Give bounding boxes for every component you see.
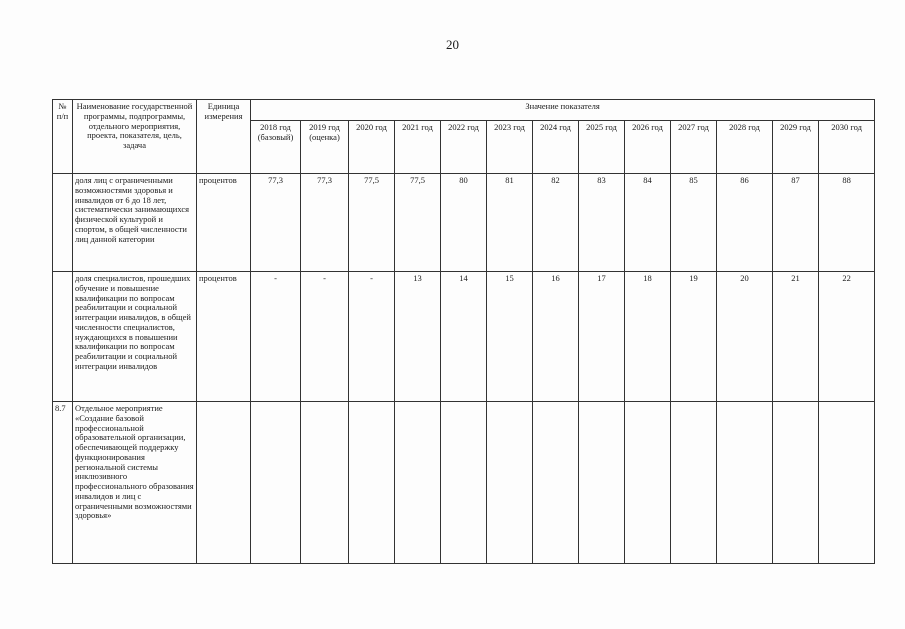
header-year: 2026 год	[625, 121, 671, 174]
row-value: 15	[487, 272, 533, 402]
row-value: 20	[717, 272, 773, 402]
row-value: -	[301, 272, 349, 402]
row-value: 83	[579, 174, 625, 272]
row-value: 84	[625, 174, 671, 272]
header-year: 2030 год	[819, 121, 875, 174]
row-value	[671, 402, 717, 564]
row-value	[579, 402, 625, 564]
row-value: 86	[717, 174, 773, 272]
row-value: 18	[625, 272, 671, 402]
header-year: 2020 год	[349, 121, 395, 174]
page-number: 20	[446, 37, 459, 52]
row-value: 14	[441, 272, 487, 402]
header-year: 2027 год	[671, 121, 717, 174]
header-year: 2029 год	[773, 121, 819, 174]
row-value	[251, 402, 301, 564]
row-name: доля лиц с ограниченными возможностями здоровья и инвалидов от 6 до 18 лет, систематически занимающихся физической культурой и спортом, в общей численности лиц данной категории	[73, 174, 197, 272]
row-unit	[197, 402, 251, 564]
row-value	[773, 402, 819, 564]
row-unit: процентов	[197, 272, 251, 402]
header-year: 2028 год	[717, 121, 773, 174]
header-unit: Единица измерения	[197, 100, 251, 174]
row-value: 77,5	[395, 174, 441, 272]
row-value	[441, 402, 487, 564]
row-value	[625, 402, 671, 564]
row-name: Отдельное мероприятие «Создание базовой профессиональной образовательной организации, обеспечивающей поддержку функционирования региональной системы инклюзивного профессионального образования инвалидов и лиц с ограниченными возможностями здоровья»	[73, 402, 197, 564]
row-index	[53, 174, 73, 272]
row-value: 22	[819, 272, 875, 402]
header-name: Наименование государственной программы, подпрограммы, отдельного мероприятия, проекта, показателя, цель, задача	[73, 100, 197, 174]
row-value	[349, 402, 395, 564]
table-row	[53, 272, 875, 402]
row-value: 16	[533, 272, 579, 402]
row-index: 8.7	[53, 402, 73, 564]
row-value: 80	[441, 174, 487, 272]
row-value: 77,3	[251, 174, 301, 272]
row-value: 82	[533, 174, 579, 272]
row-value: -	[349, 272, 395, 402]
header-year: 2023 год	[487, 121, 533, 174]
row-unit: процентов	[197, 174, 251, 272]
header-year: 2024 год	[533, 121, 579, 174]
header-year: 2019 год (оценка)	[301, 121, 349, 174]
indicators-table	[52, 99, 875, 564]
table-row	[53, 402, 875, 564]
row-value	[487, 402, 533, 564]
table-row	[53, 174, 875, 272]
row-value	[533, 402, 579, 564]
row-value: 19	[671, 272, 717, 402]
header-year: 2025 год	[579, 121, 625, 174]
row-value	[395, 402, 441, 564]
row-value: 77,5	[349, 174, 395, 272]
row-value: 21	[773, 272, 819, 402]
row-value: -	[251, 272, 301, 402]
row-index	[53, 272, 73, 402]
header-year: 2018 год (базовый)	[251, 121, 301, 174]
header-values-group: Значение показателя	[251, 100, 875, 121]
row-value: 13	[395, 272, 441, 402]
row-name: доля специалистов, прошедших обучение и повышение квалификации по вопросам реабилитации и социальной интеграции инвалидов, в общей численности специалистов, нуждающихся в повышении квалификации по вопросам реабилитации и социальной интеграции инвалидов	[73, 272, 197, 402]
row-value: 81	[487, 174, 533, 272]
row-value: 87	[773, 174, 819, 272]
row-value	[301, 402, 349, 564]
row-value: 88	[819, 174, 875, 272]
row-value: 85	[671, 174, 717, 272]
header-index: № п/п	[53, 100, 73, 174]
row-value	[717, 402, 773, 564]
row-value	[819, 402, 875, 564]
row-value: 17	[579, 272, 625, 402]
header-year: 2021 год	[395, 121, 441, 174]
header-year: 2022 год	[441, 121, 487, 174]
row-value: 77,3	[301, 174, 349, 272]
